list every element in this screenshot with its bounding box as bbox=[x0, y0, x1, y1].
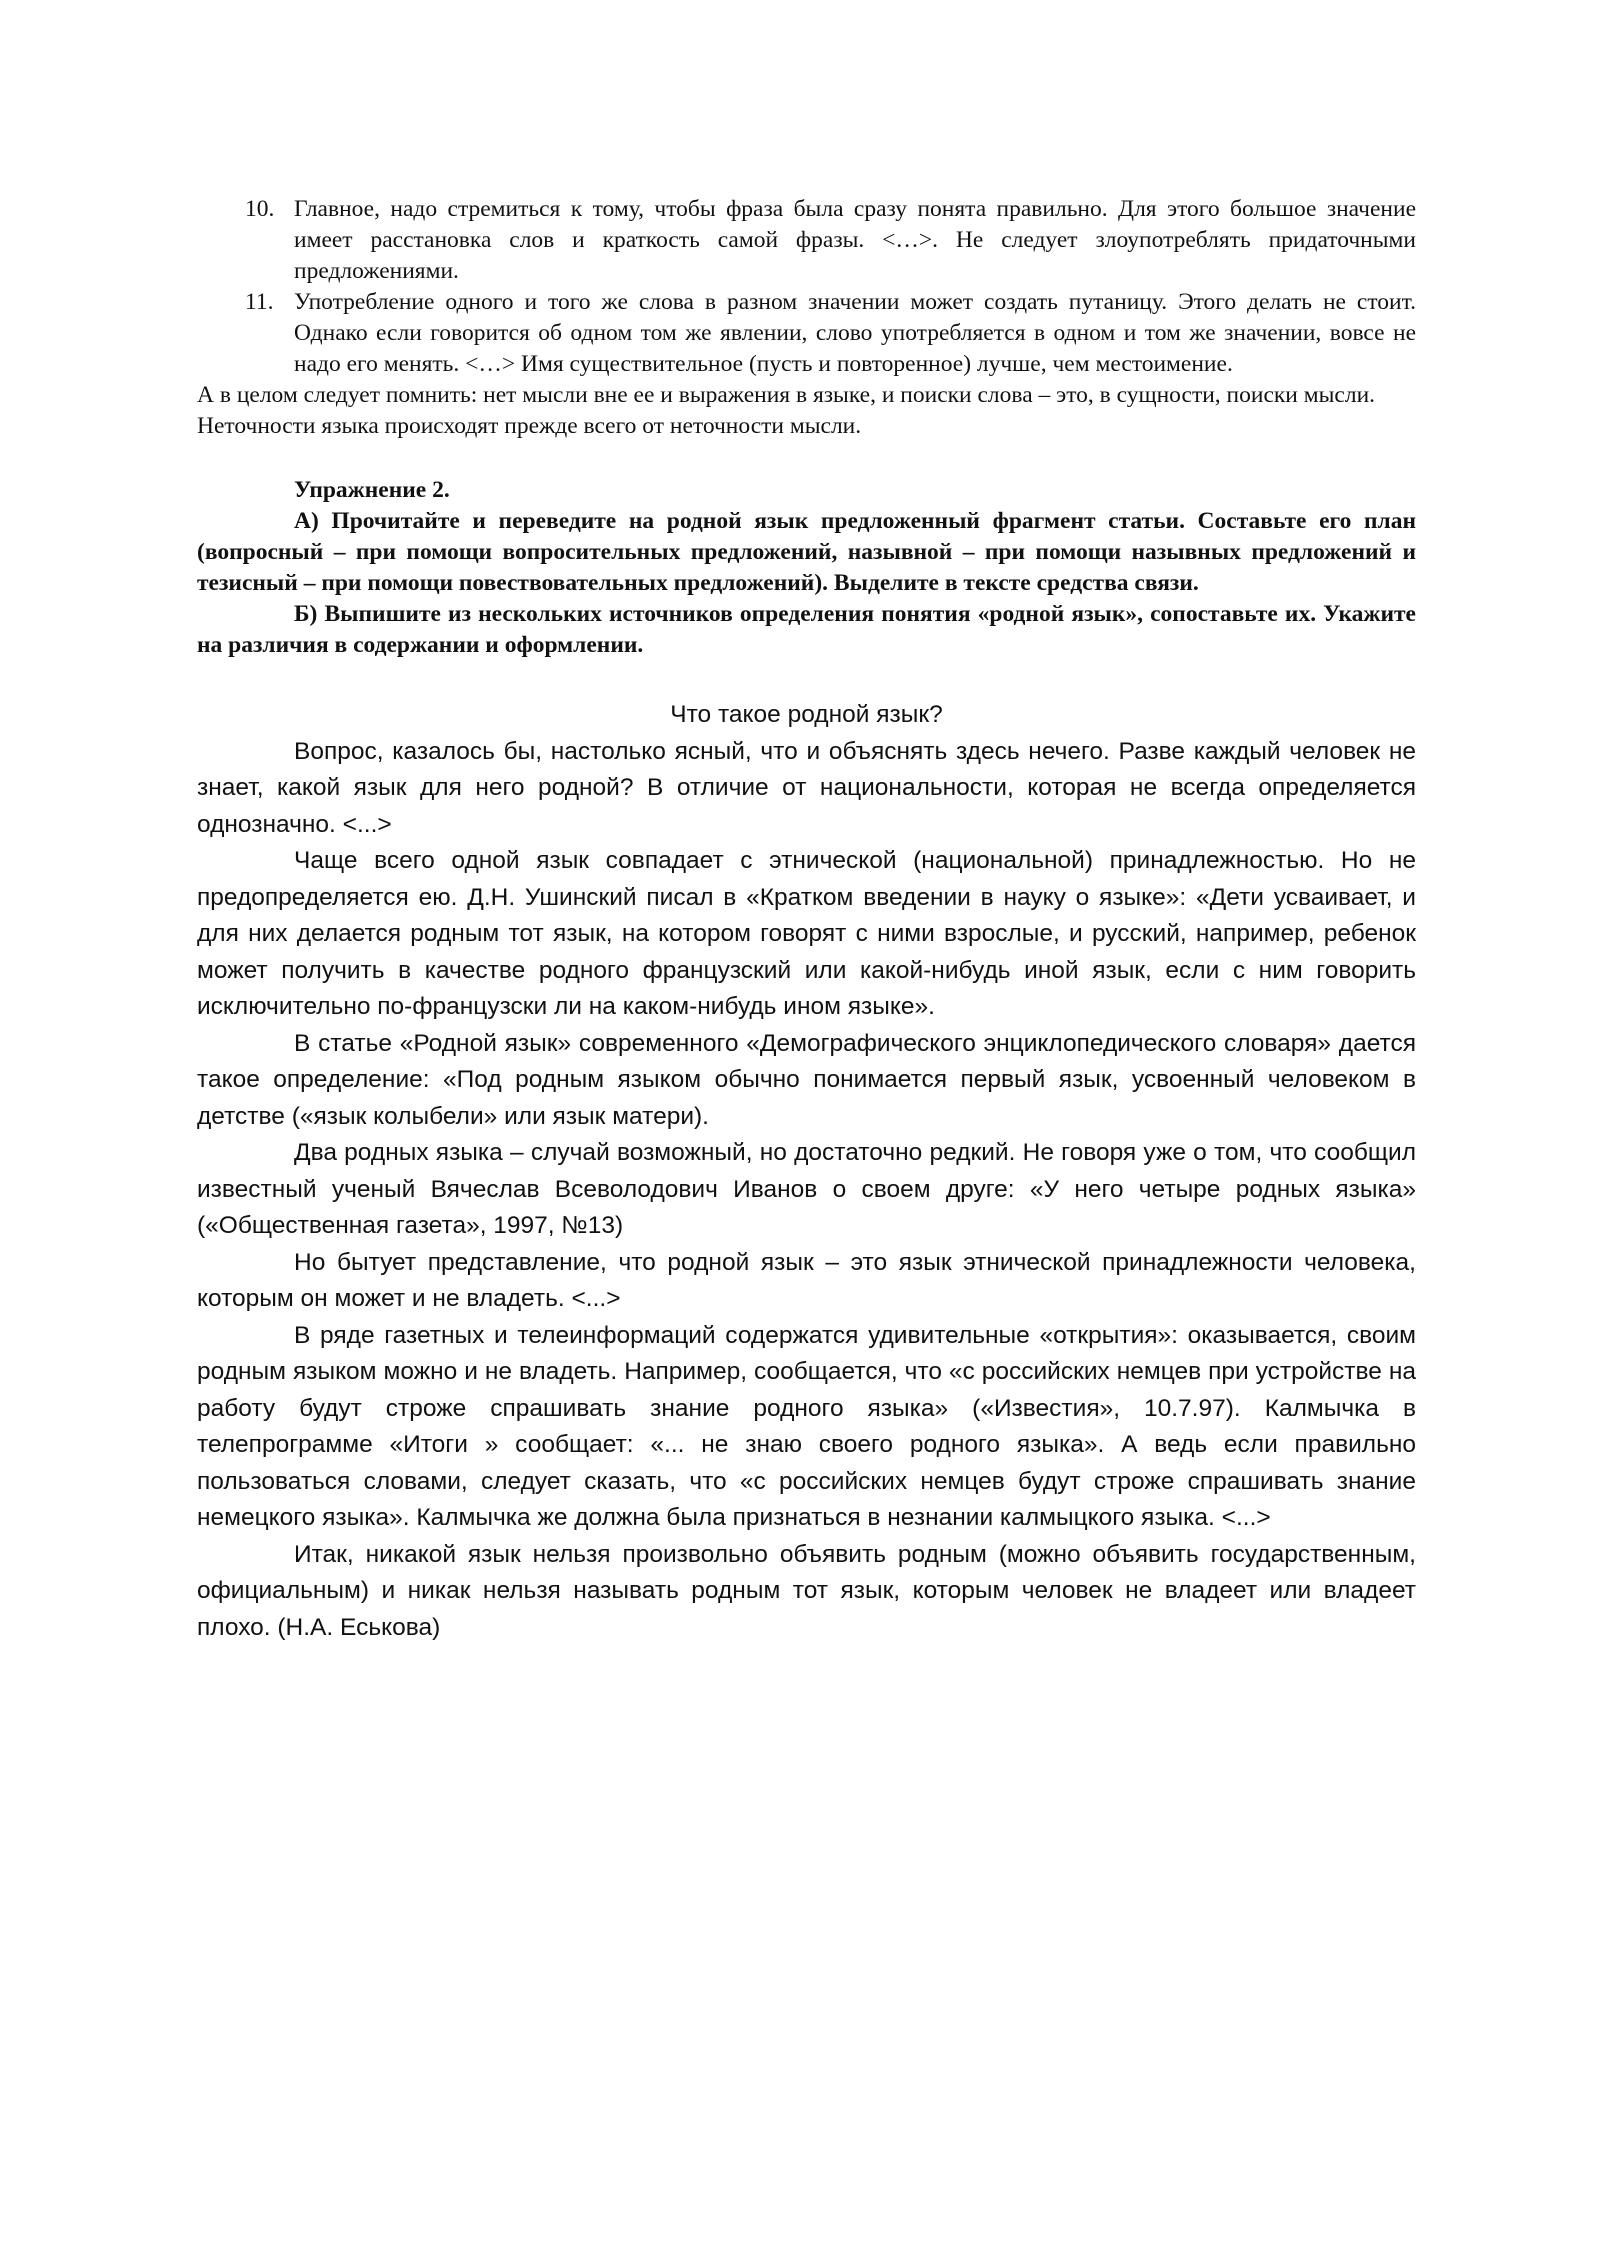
article-paragraph: Два родных языка – случай возможный, но достаточно редкий. Не говоря уже о том, что сообщил известный ученый Вячеслав Всеволодович Иванов о своем друге: «У него четыре родных языка» («Общественная газета», 1997, №13) bbox=[197, 1139, 1416, 1239]
article-paragraph: Чаще всего одной язык совпадает с этнической (национальной) принадлежностью. Но не предопределяется ею. Д.Н. Ушинский писал в «Кратком введении в науку о языке»: «Дети усваивает, и для них делается родным тот язык, на котором говорят с ними взрослые, и русский, например, ребенок может получить в качестве родного французский или какой-нибудь иной язык, если с ним говорить исключительно по-французски ли на каком-нибудь ином языке». bbox=[197, 847, 1416, 1020]
list-item-text: Главное, надо стремиться к тому, чтобы фраза была сразу понята правильно. Для этого большое значение имеет расстановка слов и краткость самой фразы. <…>. Не следует злоупотреблять придаточными предложениями. bbox=[294, 196, 1416, 284]
article-paragraph: В ряде газетных и телеинформаций содержатся удивительные «открытия»: оказывается, своим родным языком можно и не владеть. Например, сообщается, что «с российских немцев при устройстве на работу будут строже спрашивать знание родного языка» («Известия», 10.7.97). Калмычка в телепрограмме «Итоги » сообщает: «... не знаю своего родного языка». А ведь если правильно пользоваться словами, следует сказать, что «с российских немцев будут строже спрашивать знание немецкого языка». Калмычка же должна была признаться в незнании калмыцкого языка. <...> bbox=[197, 1321, 1416, 1531]
article-paragraph: Но бытует представление, что родной язык – это язык этнической принадлежности человека, которым он может и не владеть. <...> bbox=[197, 1248, 1416, 1312]
article bbox=[197, 697, 1416, 1646]
list-item-text: Употребление одного и того же слова в разном значении может создать путаницу. Этого делать не стоит. Однако если говорится об одном том же явлении, слово употребляется в одном и том же значении, вовсе не надо его менять. <…> Имя существительное (пусть и повторенное) лучше, чем местоимение. bbox=[294, 289, 1416, 377]
article-paragraph: Вопрос, казалось бы, настолько ясный, что и объяснять здесь нечего. Разве каждый человек не знает, какой язык для него родной? В отличие от национальности, которая не всегда определяется однозначно. <...> bbox=[197, 737, 1416, 838]
list-number: 10. bbox=[245, 196, 275, 222]
exercise-task-a: А) Прочитайте и переведите на родной язык предложенный фрагмент статьи. Составьте его план (вопросный – при помощи вопросительных предложений, назывной – при помощи назывных предложений и тезисный – при помощи повествовательных предложений). Выделите в тексте средства связи. bbox=[197, 508, 1416, 596]
article-title: Что такое родной язык? bbox=[670, 701, 943, 728]
conclusion-paragraph: А в целом следует помнить: нет мысли вне ее и выражения в языке, и поиски слова – это, в сущности, поиски мысли. Неточности языка происходят прежде всего от неточности мысли. bbox=[197, 382, 1376, 439]
list-number: 11. bbox=[245, 289, 274, 315]
document-page bbox=[197, 194, 1416, 1646]
list-item-11 bbox=[197, 287, 1416, 380]
exercise-title: Упражнение 2. bbox=[294, 477, 450, 503]
exercise-block bbox=[197, 475, 1416, 661]
exercise-task-b: Б) Выпишите из нескольких источников определения понятия «родной язык», сопоставьте их. Укажите на различия в содержании и оформлении. bbox=[197, 601, 1416, 658]
article-paragraph: Итак, никакой язык нельзя произвольно объявить родным (можно объявить государственным, официальным) и никак нельзя называть родным тот язык, которым человек не владеет или владеет плохо. (Н.А. Еськова) bbox=[197, 1540, 1416, 1641]
serif-section bbox=[197, 194, 1416, 661]
numbered-list bbox=[197, 194, 1416, 380]
list-item-10 bbox=[197, 194, 1416, 287]
article-paragraph: В статье «Родной язык» современного «Демографического энциклопедического словаря» дается такое определение: «Под родным языком обычно понимается первый язык, усвоенный человеком в детстве («язык колыбели» или язык матери). bbox=[197, 1029, 1416, 1130]
